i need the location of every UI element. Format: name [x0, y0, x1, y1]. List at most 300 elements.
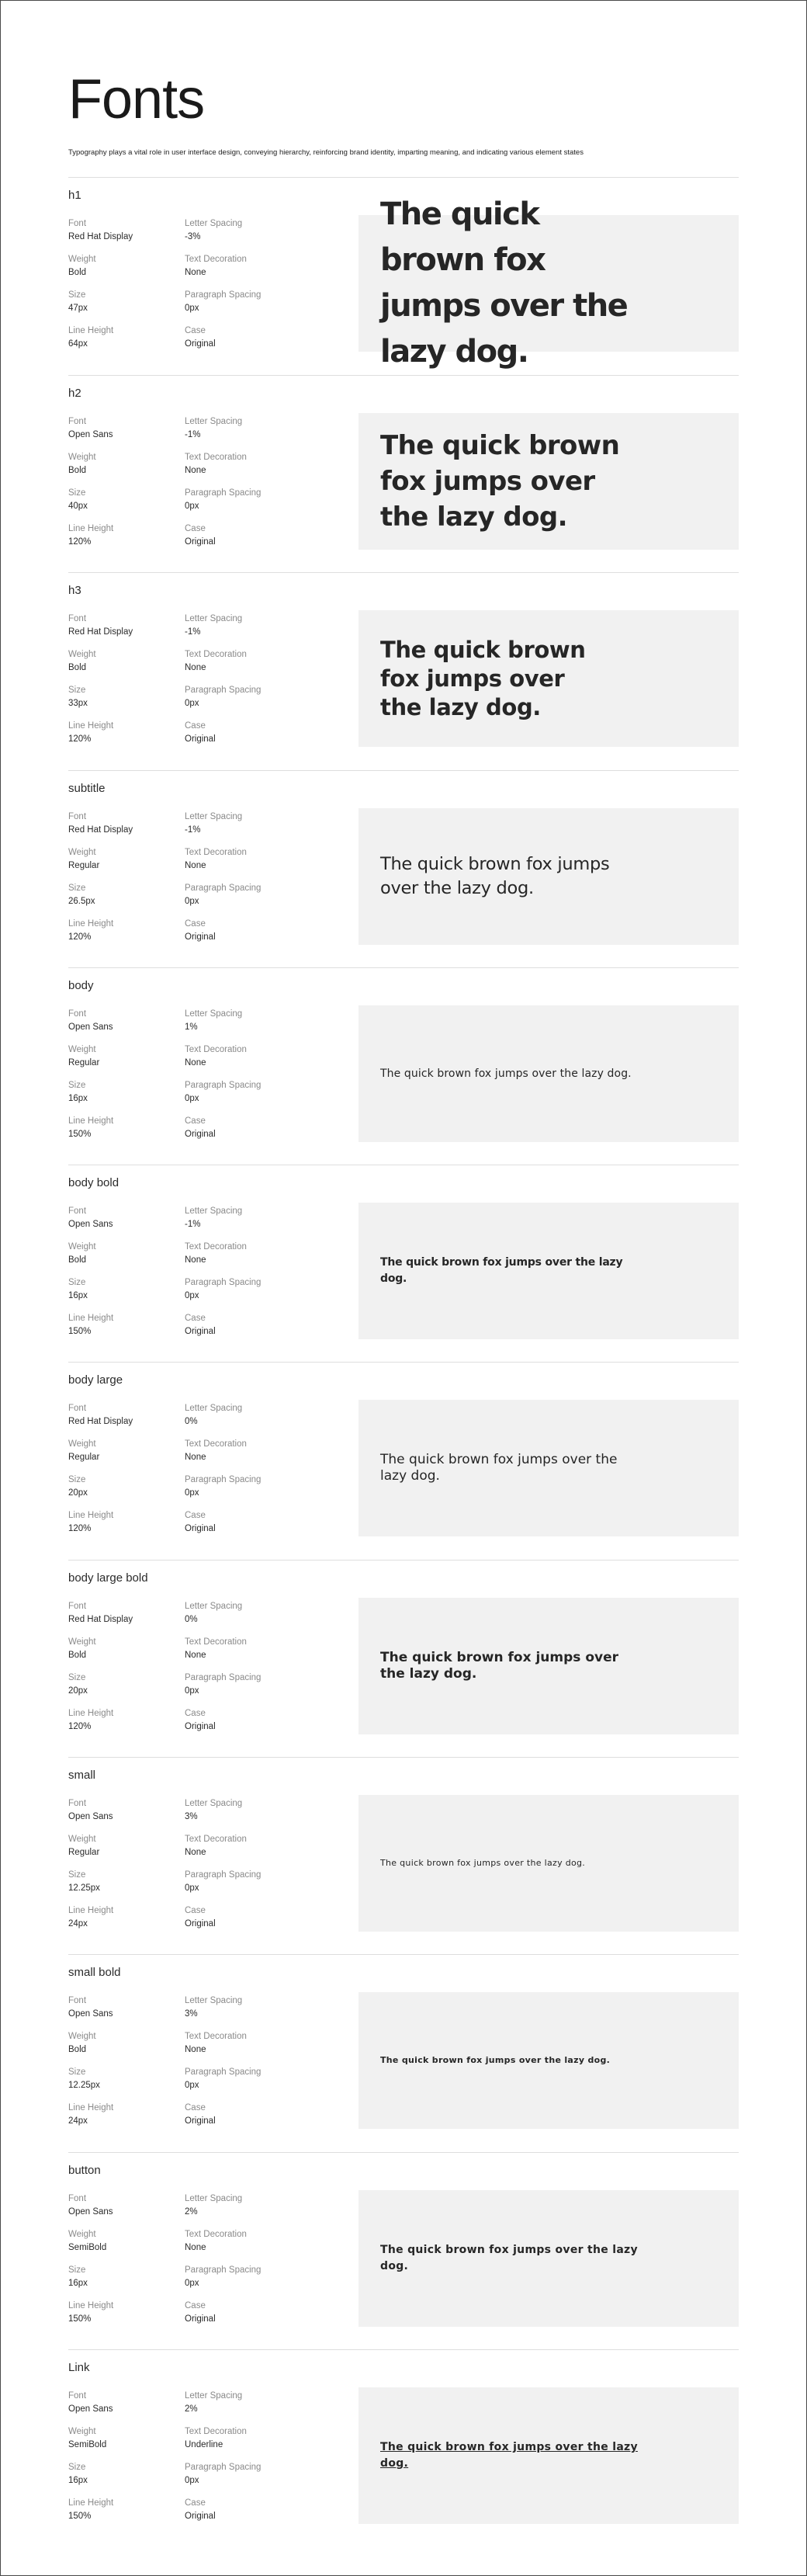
property-value: 0px [185, 699, 199, 708]
property-line-height [68, 1116, 192, 1140]
property-weight [68, 2229, 192, 2254]
property-label: Letter Spacing [185, 417, 243, 426]
property-value: -1% [185, 825, 201, 835]
property-label: Case [185, 2301, 206, 2310]
property-value: 0% [185, 1615, 198, 1624]
property-value: 120% [68, 1722, 92, 1731]
property-label: Text Decoration [185, 2032, 247, 2041]
property-case [185, 2498, 309, 2522]
property-value: 33px [68, 699, 88, 708]
style-name: Link [68, 2361, 90, 2374]
property-label: Paragraph Spacing [185, 1673, 261, 1682]
style-name: body large [68, 1373, 123, 1387]
property-value: Original [185, 1919, 216, 1929]
style-preview-panel [358, 1992, 739, 2129]
property-font [68, 1601, 192, 1626]
property-label: Case [185, 2498, 206, 2508]
property-size [68, 2067, 192, 2092]
type-style-button [68, 2152, 739, 2349]
property-line-height [68, 325, 192, 350]
property-value: 150% [68, 2512, 92, 2521]
property-value: Regular [68, 1058, 100, 1068]
property-value: 24px [68, 1919, 88, 1929]
property-line-height [68, 2498, 192, 2522]
property-value: Bold [68, 2045, 87, 2054]
property-value: Regular [68, 1453, 100, 1462]
property-label: Paragraph Spacing [185, 2067, 261, 2077]
property-label: Line Height [68, 524, 114, 533]
property-label: Weight [68, 650, 96, 659]
property-label: Line Height [68, 2301, 114, 2310]
style-preview-panel [358, 1795, 739, 1932]
property-label: Case [185, 2103, 206, 2113]
property-label: Line Height [68, 1116, 114, 1126]
property-text-decoration [185, 1439, 309, 1463]
sample-text[interactable]: The quick brown fox jumps over the lazy dog. [380, 2244, 638, 2272]
property-value: Red Hat Display [68, 232, 133, 241]
property-value: Original [185, 2116, 216, 2126]
property-value: 20px [68, 1488, 88, 1498]
property-text-decoration [185, 452, 309, 477]
property-line-height [68, 1708, 192, 1733]
property-value: SemiBold [68, 2440, 107, 2449]
property-text-decoration [185, 1637, 309, 1661]
property-case [185, 2300, 309, 2325]
property-paragraph-spacing [185, 1080, 309, 1105]
property-value: Original [185, 2512, 216, 2521]
style-name: h2 [68, 387, 81, 400]
style-preview-panel [358, 610, 739, 747]
style-preview-panel [358, 196, 739, 370]
property-case [185, 1905, 309, 1930]
property-label: Letter Spacing [185, 614, 243, 623]
property-label: Line Height [68, 1709, 114, 1718]
property-weight [68, 452, 192, 477]
property-weight [68, 847, 192, 872]
style-name: small bold [68, 1966, 121, 1979]
property-label: Letter Spacing [185, 1404, 243, 1413]
property-label: Paragraph Spacing [185, 1870, 261, 1880]
property-label: Size [68, 488, 86, 498]
property-font [68, 1206, 192, 1231]
property-value: 0px [185, 2279, 199, 2288]
property-label: Line Height [68, 721, 114, 731]
property-value: 0px [185, 897, 199, 906]
style-name: h1 [68, 189, 81, 202]
property-label: Font [68, 1206, 87, 1216]
property-value: 16px [68, 2476, 88, 2485]
property-label: Line Height [68, 1906, 114, 1915]
property-value: 0px [185, 2476, 199, 2485]
property-label: Letter Spacing [185, 812, 243, 821]
property-value: None [185, 861, 206, 870]
property-value: 12.25px [68, 2081, 100, 2090]
style-preview-panel [358, 2190, 739, 2327]
page-title: Fonts [68, 68, 205, 130]
property-value: 2% [185, 2404, 198, 2414]
property-label: Line Height [68, 919, 114, 929]
property-font [68, 1995, 192, 2020]
property-text-decoration [185, 2426, 309, 2451]
property-label: Case [185, 1709, 206, 1718]
sample-text: The quick brown fox jumps over the lazy dog. [380, 636, 586, 720]
property-case [185, 325, 309, 350]
property-letter-spacing [185, 416, 309, 441]
property-letter-spacing [185, 1009, 309, 1033]
property-value: None [185, 2045, 206, 2054]
property-label: Letter Spacing [185, 1799, 243, 1808]
type-style-list [68, 177, 739, 2548]
property-case [185, 1708, 309, 1733]
property-weight [68, 649, 192, 674]
property-value: 3% [185, 1812, 198, 1821]
property-value: None [185, 2243, 206, 2252]
property-value: None [185, 663, 206, 672]
style-name: button [68, 2164, 101, 2177]
property-label: Line Height [68, 1314, 114, 1323]
property-label: Size [68, 2265, 86, 2275]
style-name: h3 [68, 584, 81, 597]
sample-text: The quick brown fox jumps over the lazy dog. [380, 2055, 611, 2065]
property-value: 20px [68, 1686, 88, 1696]
property-paragraph-spacing [185, 883, 309, 908]
property-label: Case [185, 1314, 206, 1323]
style-preview-panel [358, 1400, 739, 1536]
property-font [68, 1403, 192, 1428]
property-text-decoration [185, 254, 309, 279]
property-label: Line Height [68, 326, 114, 335]
property-value: Open Sans [68, 2404, 113, 2414]
sample-text: The quick brown fox jumps over the lazy dog. [380, 854, 610, 898]
property-value: Red Hat Display [68, 1615, 133, 1624]
property-label: Size [68, 1673, 86, 1682]
property-value: 120% [68, 1524, 92, 1533]
style-name: body large bold [68, 1571, 148, 1585]
type-style-small-bold [68, 1954, 739, 2152]
property-value: Open Sans [68, 430, 113, 439]
property-weight [68, 1044, 192, 1069]
property-label: Line Height [68, 2103, 114, 2113]
property-text-decoration [185, 847, 309, 872]
property-font [68, 2390, 192, 2415]
sample-text: The quick brown fox jumps over the lazy dog. [380, 1858, 586, 1868]
property-size [68, 883, 192, 908]
property-value: 0px [185, 1291, 199, 1300]
property-value: None [185, 268, 206, 277]
property-value: 0px [185, 304, 199, 313]
property-value: Bold [68, 268, 87, 277]
property-value: None [185, 466, 206, 475]
property-letter-spacing [185, 2390, 309, 2415]
sample-text: The quick brown fox jumps over the lazy dog. [380, 1256, 623, 1285]
type-style-small [68, 1757, 739, 1954]
property-value: 120% [68, 734, 92, 744]
style-preview-panel [358, 808, 739, 945]
property-value: Original [185, 1722, 216, 1731]
property-label: Font [68, 812, 87, 821]
property-value: 120% [68, 537, 92, 547]
property-label: Font [68, 2194, 87, 2203]
property-value: 16px [68, 1094, 88, 1103]
property-paragraph-spacing [185, 1474, 309, 1499]
property-line-height [68, 1510, 192, 1535]
property-value: None [185, 1453, 206, 1462]
property-label: Weight [68, 1045, 96, 1054]
property-label: Letter Spacing [185, 1206, 243, 1216]
property-label: Text Decoration [185, 453, 247, 462]
type-style-body-bold [68, 1165, 739, 1362]
sample-text[interactable]: The quick brown fox jumps over the lazy dog. [380, 2441, 638, 2470]
style-preview-panel [358, 1203, 739, 1339]
property-value: 120% [68, 932, 92, 942]
property-case [185, 720, 309, 745]
style-name: body [68, 979, 94, 992]
property-label: Letter Spacing [185, 219, 243, 228]
page-intro: Typography plays a vital role in user interface design, conveying hierarchy, reinforcing brand identity, imparting meaning, and indicating various element states [68, 148, 584, 157]
property-paragraph-spacing [185, 290, 309, 314]
property-value: Bold [68, 663, 87, 672]
property-label: Case [185, 721, 206, 731]
property-line-height [68, 918, 192, 943]
property-value: Original [185, 537, 216, 547]
property-size [68, 290, 192, 314]
property-value: Bold [68, 1255, 87, 1265]
property-paragraph-spacing [185, 2067, 309, 2092]
property-line-height [68, 2102, 192, 2127]
property-font [68, 1798, 192, 1823]
property-value: None [185, 1058, 206, 1068]
property-font [68, 1009, 192, 1033]
property-label: Case [185, 919, 206, 929]
property-letter-spacing [185, 1601, 309, 1626]
style-preview-panel [358, 413, 739, 550]
property-value: Open Sans [68, 1022, 113, 1032]
property-size [68, 2462, 192, 2487]
property-label: Weight [68, 1439, 96, 1449]
property-font [68, 416, 192, 441]
property-value: None [185, 1651, 206, 1660]
property-label: Size [68, 686, 86, 695]
property-label: Text Decoration [185, 1835, 247, 1844]
property-label: Size [68, 1278, 86, 1287]
property-weight [68, 1637, 192, 1661]
property-value: None [185, 1848, 206, 1857]
sample-text: The quick brown fox jumps over the lazy dog. [380, 196, 628, 370]
style-preview-panel [358, 1598, 739, 1734]
property-paragraph-spacing [185, 2462, 309, 2487]
property-value: 0px [185, 1883, 199, 1893]
property-value: -3% [185, 232, 201, 241]
property-value: 64px [68, 339, 88, 349]
property-font [68, 218, 192, 243]
property-label: Font [68, 1602, 87, 1611]
property-value: 0px [185, 1488, 199, 1498]
property-letter-spacing [185, 218, 309, 243]
property-value: -1% [185, 1220, 201, 1229]
style-preview-panel [358, 2387, 739, 2524]
property-letter-spacing [185, 1403, 309, 1428]
property-label: Size [68, 1475, 86, 1484]
property-value: -1% [185, 430, 201, 439]
property-label: Paragraph Spacing [185, 1475, 261, 1484]
property-value: 12.25px [68, 1883, 100, 1893]
property-letter-spacing [185, 1206, 309, 1231]
property-value: Original [185, 339, 216, 349]
property-value: Regular [68, 1848, 100, 1857]
property-weight [68, 1241, 192, 1266]
property-paragraph-spacing [185, 2265, 309, 2290]
property-label: Paragraph Spacing [185, 488, 261, 498]
property-label: Text Decoration [185, 848, 247, 857]
property-weight [68, 2426, 192, 2451]
property-value: Red Hat Display [68, 627, 133, 637]
property-value: 40px [68, 502, 88, 511]
property-label: Weight [68, 1637, 96, 1647]
property-label: Font [68, 614, 87, 623]
property-label: Font [68, 2391, 87, 2401]
property-value: None [185, 1255, 206, 1265]
property-label: Font [68, 1404, 87, 1413]
property-label: Paragraph Spacing [185, 2463, 261, 2472]
property-text-decoration [185, 1241, 309, 1266]
type-style-body [68, 967, 739, 1165]
property-label: Text Decoration [185, 2427, 247, 2436]
property-label: Case [185, 326, 206, 335]
property-value: -1% [185, 627, 201, 637]
fonts-page [68, 0, 739, 2548]
property-label: Weight [68, 2032, 96, 2041]
property-value: Red Hat Display [68, 1417, 133, 1426]
property-label: Case [185, 524, 206, 533]
property-case [185, 523, 309, 548]
property-label: Text Decoration [185, 1045, 247, 1054]
property-size [68, 1474, 192, 1499]
property-label: Letter Spacing [185, 1009, 243, 1019]
property-value: 150% [68, 1327, 92, 1336]
sample-text: The quick brown fox jumps over the lazy dog. [380, 1650, 618, 1682]
property-letter-spacing [185, 2193, 309, 2218]
property-value: Original [185, 1524, 216, 1533]
property-value: Open Sans [68, 2009, 113, 2019]
property-label: Paragraph Spacing [185, 686, 261, 695]
property-paragraph-spacing [185, 488, 309, 512]
sample-text: The quick brown fox jumps over the lazy dog. [380, 1452, 618, 1484]
property-value: Open Sans [68, 1812, 113, 1821]
property-paragraph-spacing [185, 1672, 309, 1697]
property-value: 26.5px [68, 897, 95, 906]
property-font [68, 2193, 192, 2218]
property-size [68, 1672, 192, 1697]
property-value: Bold [68, 466, 87, 475]
property-label: Font [68, 219, 87, 228]
type-style-body-large [68, 1362, 739, 1560]
property-label: Paragraph Spacing [185, 290, 261, 300]
property-text-decoration [185, 649, 309, 674]
type-style-h3 [68, 572, 739, 770]
property-value: Regular [68, 861, 100, 870]
property-label: Size [68, 884, 86, 893]
property-value: Open Sans [68, 1220, 113, 1229]
property-paragraph-spacing [185, 685, 309, 710]
property-label: Letter Spacing [185, 2194, 243, 2203]
property-size [68, 1870, 192, 1894]
type-style-subtitle [68, 770, 739, 967]
property-value: Original [185, 2314, 216, 2324]
property-case [185, 2102, 309, 2127]
property-text-decoration [185, 2031, 309, 2056]
property-value: 0px [185, 1094, 199, 1103]
property-value: 16px [68, 1291, 88, 1300]
property-line-height [68, 720, 192, 745]
property-label: Text Decoration [185, 1242, 247, 1252]
property-label: Font [68, 1996, 87, 2005]
property-size [68, 685, 192, 710]
property-label: Font [68, 417, 87, 426]
property-value: Red Hat Display [68, 825, 133, 835]
property-weight [68, 1834, 192, 1859]
property-weight [68, 254, 192, 279]
property-label: Font [68, 1009, 87, 1019]
property-label: Weight [68, 2230, 96, 2239]
property-size [68, 1080, 192, 1105]
property-size [68, 488, 192, 512]
property-label: Letter Spacing [185, 1602, 243, 1611]
property-label: Weight [68, 453, 96, 462]
property-label: Text Decoration [185, 1637, 247, 1647]
property-label: Font [68, 1799, 87, 1808]
property-value: Original [185, 734, 216, 744]
type-style-h1 [68, 177, 739, 375]
property-label: Case [185, 1511, 206, 1520]
property-label: Line Height [68, 2498, 114, 2508]
property-label: Text Decoration [185, 1439, 247, 1449]
sample-text: The quick brown fox jumps over the lazy dog. [380, 430, 620, 533]
property-label: Case [185, 1116, 206, 1126]
property-case [185, 1313, 309, 1338]
property-value: 1% [185, 1022, 198, 1032]
property-text-decoration [185, 2229, 309, 2254]
property-label: Weight [68, 1835, 96, 1844]
style-preview-panel [358, 1005, 739, 1142]
property-value: Original [185, 1130, 216, 1139]
property-label: Letter Spacing [185, 1996, 243, 2005]
property-value: 16px [68, 2279, 88, 2288]
style-name: body bold [68, 1176, 119, 1189]
property-text-decoration [185, 1044, 309, 1069]
property-letter-spacing [185, 1798, 309, 1823]
type-style-h2 [68, 375, 739, 572]
property-label: Size [68, 1870, 86, 1880]
property-value: 0px [185, 2081, 199, 2090]
style-name: small [68, 1769, 96, 1782]
property-text-decoration [185, 1834, 309, 1859]
property-value: 2% [185, 2207, 198, 2217]
property-line-height [68, 1905, 192, 1930]
property-value: Underline [185, 2440, 223, 2449]
property-weight [68, 2031, 192, 2056]
property-paragraph-spacing [185, 1277, 309, 1302]
property-weight [68, 1439, 192, 1463]
property-value: 150% [68, 2314, 92, 2324]
property-value: Original [185, 932, 216, 942]
property-value: 0px [185, 502, 199, 511]
property-label: Size [68, 2463, 86, 2472]
property-label: Text Decoration [185, 650, 247, 659]
property-label: Text Decoration [185, 255, 247, 264]
property-case [185, 918, 309, 943]
property-letter-spacing [185, 1995, 309, 2020]
property-label: Text Decoration [185, 2230, 247, 2239]
